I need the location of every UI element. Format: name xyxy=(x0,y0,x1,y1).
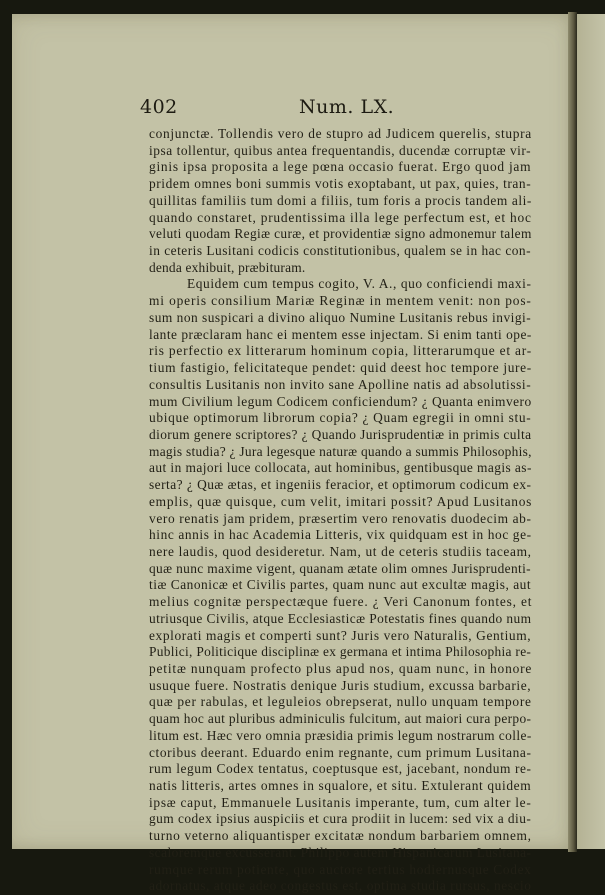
text-line: explorati magis et comperti sunt? Juris vero Naturalis, Gentium, xyxy=(149,627,532,643)
text-line: diorum genere scriptores? ¿ Quando Jurisprudentiæ in primis culta xyxy=(149,426,532,442)
text-line: consultis Lusitanis non invito sane Apolline natis ad absolutissi- xyxy=(149,376,532,392)
text-line: ipsæ caput, Emmanuele Lusitanis imperante, tum, cum alter le- xyxy=(149,794,532,810)
body-text xyxy=(149,126,531,895)
text-line: lante præclaram hanc ei mentem esse injectam. Si enim tanti ope- xyxy=(149,326,532,342)
text-line: Equidem cum tempus cogito, V. A., quo conficiendi maxi- xyxy=(187,276,532,292)
facing-page-edge xyxy=(577,14,605,849)
text-line: gum codex ipsius auspiciis et cura prodiit in lucem: sed vix a diu- xyxy=(149,811,532,827)
page-number: 402 xyxy=(140,96,178,118)
text-line: Publici, Politicique disciplinæ ex germana et intima Philosophia re- xyxy=(149,644,532,660)
text-line: ginis ipsa proposita a lege pœna occasio fuerat. Ergo quod jam xyxy=(149,159,532,175)
text-line: ctoribus deerant. Eduardo enim regnante, cum primum Lusitana- xyxy=(149,744,532,760)
text-line: nere laudis, quod desideretur. Nam, ut de ceteris studiis taceam, xyxy=(149,543,532,559)
text-line: emplis, quæ quisque, cum velit, imitari possit? Apud Lusitanos xyxy=(149,493,533,509)
text-line: usuque fuere. Nostratis denique Juris studium, excussa barbarie, xyxy=(149,677,532,693)
text-line: quam hoc aut pluribus adminiculis fulcitum, aut maiori cura perpo- xyxy=(149,711,532,727)
text-line: petitæ nunquam profecto plus apud nos, quam nunc, in honore xyxy=(149,661,533,676)
text-line: in ceteris Lusitani codicis constitutionibus, qualem se in hac con- xyxy=(149,243,532,259)
text-line: sum non suspicari a divino aliquo Numine Lusitanis rebus invigi- xyxy=(149,309,532,325)
text-line: quæ per rabulas, et leguleios obrepserat, nullo unquam tempore xyxy=(149,694,532,710)
text-line: tium fastigio, felicitateque pendet: quid deest hoc tempore jure- xyxy=(149,360,532,376)
text-line: rumque rerum potiente, quo auctore tertius hodiernusque Codex xyxy=(149,861,532,877)
text-line: magis studia? ¿ Jura legesque naturæ quando a summis Philosophis, xyxy=(149,443,532,459)
text-line: adornatus, atque adeo congestus est, optima studia rursus, nescio xyxy=(149,878,532,894)
book-gutter xyxy=(568,12,577,852)
text-line: quando constaret, prudentissima illa lege perfectum est, et hoc xyxy=(149,209,532,225)
running-head: Num. LX. xyxy=(299,96,395,118)
text-line: ris perfectio ex litterarum hominum copia, litterarumque et ar- xyxy=(149,343,533,359)
text-line: mum Civilium legum Codicem conficiendum? ¿ Quanta enimvero xyxy=(149,393,532,409)
text-line: pridem omnes boni summis votis exoptabant, ut pax, quies, tran- xyxy=(149,176,532,192)
text-line: vero renatis jam pridem, præsertim vero renovatis duodecim ab- xyxy=(149,510,532,526)
text-line: serta? ¿ Quæ ætas, et ingeniis feracior, et optimorum codicum ex- xyxy=(149,477,532,493)
book-page xyxy=(12,14,577,894)
text-line: quæ nunc maxime vigent, quanam ætate olim omnes Jurisprudenti- xyxy=(149,560,532,576)
text-line: ubique optimorum librorum copia? ¿ Quam egregii in omni stu- xyxy=(149,410,532,426)
text-line: tiæ Canonicæ et Civilis partes, quam nunc aut excultæ magis, aut xyxy=(149,577,532,593)
text-line: conjunctæ. Tollendis vero de stupro ad Judicem querelis, stupra xyxy=(149,126,532,141)
text-line: rum legum Codex tentatus, coeptusque est, jacebant, nondum re- xyxy=(149,761,532,777)
text-line: denda exhibuit, præbituram. xyxy=(149,259,306,275)
text-line: scaloremque excusserant. Philippo autem Hispanicarum Lusitana- xyxy=(149,844,532,860)
text-line: utriusque Civilis, atque Ecclesiasticæ Potestatis fines quando num xyxy=(149,610,532,626)
text-line: veluti quodam Regiæ curæ, et providentiæ signo admonemur talem xyxy=(149,226,532,242)
text-line: quillitas familiis tum domi a filiis, tum foris a procis tandem ali- xyxy=(149,192,532,208)
text-line: melius cognitæ perspectæque fuere. ¿ Veri Canonum fontes, et xyxy=(149,594,533,610)
text-line: turno veterno aliquantisper excitatæ nondum barbariem omnem, xyxy=(149,828,532,844)
text-line: litum est. Hæc vero omnia præsidia primis legum nostrarum colle- xyxy=(149,727,532,743)
text-line: hinc annis in hac Academia Litteris, vix quidquam est in hoc ge- xyxy=(149,527,532,543)
text-line: mi operis consilium Mariæ Reginæ in mentem venit: non pos- xyxy=(149,293,532,309)
text-line: natis litteris, artes omnes in squalore, et situ. Extulerant quidem xyxy=(149,778,532,794)
text-line: ipsa tollentur, quibus antea frequentandis, ducendæ corruptæ vir- xyxy=(149,142,532,158)
page-header xyxy=(12,96,577,126)
text-line: aut in majori luce collocata, aut hominibus, gentibusque magis as- xyxy=(149,460,532,476)
